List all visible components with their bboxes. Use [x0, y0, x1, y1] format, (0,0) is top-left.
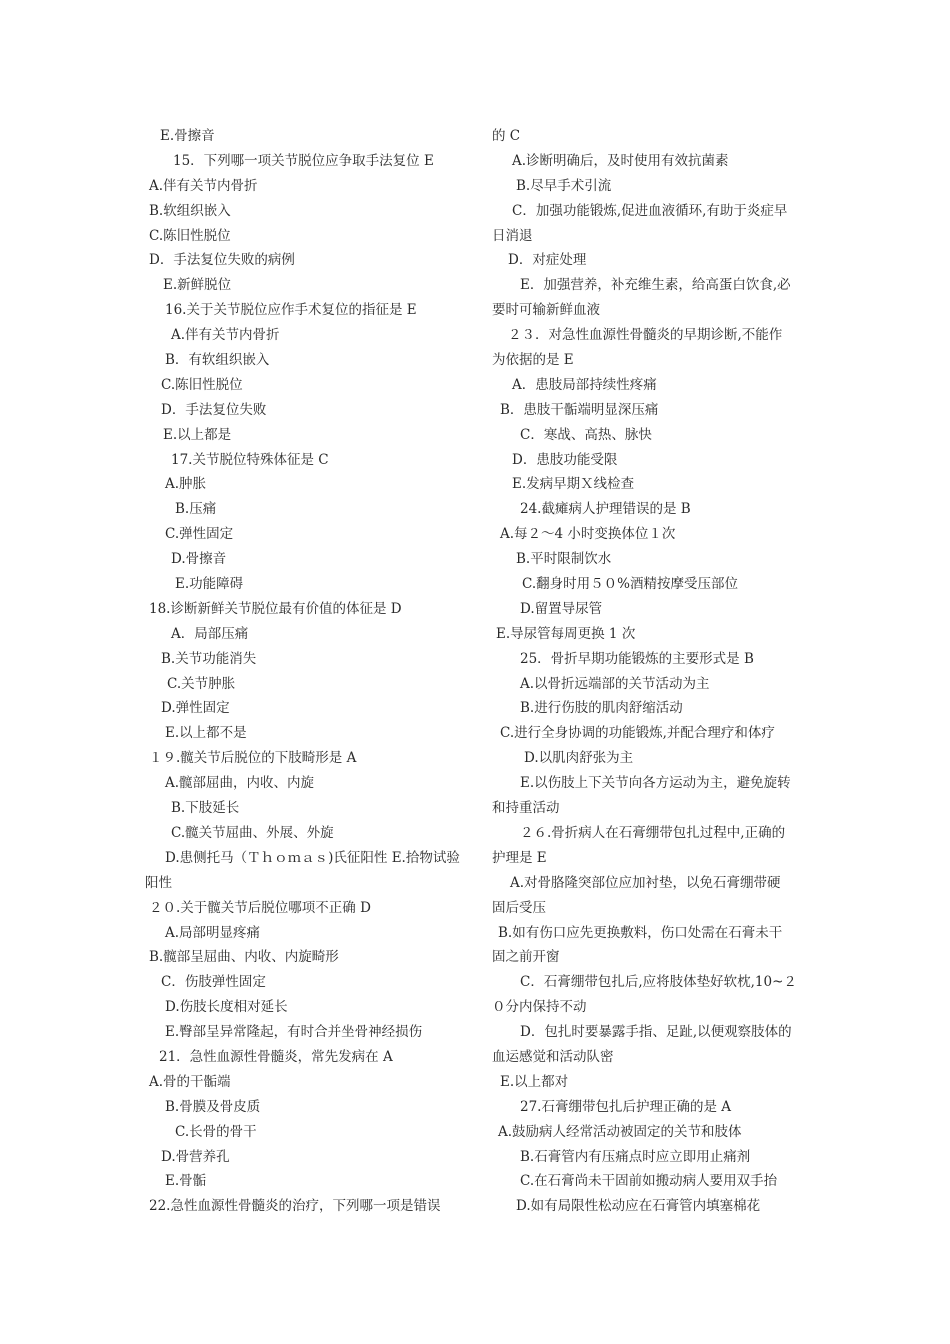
text-line: C.髋关节屈曲、外展、外旋	[171, 824, 334, 841]
text-line: D．患肢功能受限	[512, 451, 618, 468]
text-line: C.进行全身协调的功能锻炼,并配合理疗和体疗	[500, 725, 775, 742]
text-line: 21．急性血源性骨髓炎，常先发病在 A	[159, 1048, 393, 1065]
text-line: D.骨擦音	[171, 551, 227, 568]
left-column	[143, 124, 468, 1219]
text-line: C.弹性固定	[165, 526, 234, 543]
text-line: A.局部明显疼痛	[165, 924, 261, 941]
text-line: B.如有伤口应先更换敷料，伤口处需在石膏未干	[498, 924, 783, 941]
text-line: 固后受压	[492, 899, 546, 916]
text-line: 17.关节脱位特殊体征是 C	[171, 451, 329, 468]
text-line: 的 C	[492, 128, 521, 144]
text-line: D.弹性固定	[161, 700, 230, 717]
text-line: C.长骨的骨干	[175, 1123, 257, 1140]
text-line: 18.诊断新鲜关节脱位最有价值的体征是 D	[149, 600, 402, 617]
text-line: A.诊断明确后，及时使用有效抗菌素	[512, 152, 729, 169]
text-line: A.每２～4 小时变换体位１次	[500, 526, 676, 543]
text-line: E.功能障碍	[175, 576, 244, 593]
text-line: A.骨的干骺端	[149, 1073, 231, 1090]
text-line: E.以上都不是	[165, 725, 247, 742]
text-line: 25．骨折早期功能锻炼的主要形式是 B	[520, 650, 754, 667]
text-line: 和持重活动	[492, 800, 560, 817]
text-line: C.陈旧性脱位	[149, 227, 231, 244]
text-line: A.鼓励病人经常活动被固定的关节和肢体	[498, 1123, 742, 1140]
text-line: B.压痛	[175, 501, 217, 518]
text-line: ２３．对急性血源性骨髓炎的早期诊断,不能作	[508, 327, 783, 344]
text-line: E.以上都是	[163, 426, 232, 443]
text-line: C.陈旧性脱位	[161, 376, 243, 393]
text-line: 24.截瘫病人护理错误的是 B	[520, 501, 691, 518]
text-line: B.软组织嵌入	[149, 202, 231, 219]
right-column	[490, 124, 815, 1219]
text-line: 27.石膏绷带包扎后护理正确的是 A	[520, 1098, 732, 1115]
text-line: 日消退	[492, 227, 533, 244]
text-line: E.新鲜脱位	[163, 277, 232, 294]
text-line: A.对骨胳隆突部位应加衬垫，以免石膏绷带硬	[510, 874, 781, 891]
text-line: B.关节功能消失	[161, 650, 257, 667]
text-line: B.进行伤肢的肌肉舒缩活动	[520, 700, 683, 717]
text-line: 阳性	[145, 874, 172, 891]
text-line: B.骨膜及骨皮质	[165, 1098, 261, 1115]
text-line: C．石膏绷带包扎后,应将肢体垫好软枕,10~２	[520, 974, 797, 991]
text-line: D.患侧托马（Ｔｈｏｍａｓ)氏征阳性 E.拾物试验	[165, 849, 460, 866]
text-line: E.导尿管每周更换 1 次	[496, 625, 636, 642]
text-line: D.伤肢长度相对延长	[165, 999, 288, 1016]
text-line: D.以肌肉舒张为主	[524, 750, 634, 767]
text-line: D．手法复位失败	[161, 401, 267, 418]
text-line: 15．下列哪一项关节脱位应争取手法复位 E	[173, 152, 434, 169]
text-line: E.以伤肢上下关节向各方运动为主，避免旋转	[520, 775, 791, 792]
text-line: D.骨营养孔	[161, 1148, 230, 1165]
text-line: C．寒战、高热、脉快	[520, 426, 652, 443]
text-line: B.下肢延长	[171, 800, 240, 817]
text-line: B．患肢干骺端明显深压痛	[500, 401, 659, 418]
text-line: ２０.关于髋关节后脱位哪项不正确 D	[149, 899, 371, 916]
text-line: A.髋部屈曲，内收、内旋	[165, 775, 315, 792]
text-line: A．患肢局部持续性疼痛	[512, 376, 657, 393]
text-line: 护理是 E	[492, 849, 547, 866]
text-line: E．加强营养，补充维生素，给高蛋白饮食,必	[520, 277, 791, 294]
text-line: D.留置导尿管	[520, 600, 603, 617]
text-line: 固之前开窗	[492, 949, 560, 966]
text-line: B.尽早手术引流	[516, 177, 612, 194]
text-line: 为依据的是 E	[492, 352, 574, 369]
text-line: A.伴有关节内骨折	[171, 327, 280, 344]
text-line: A．局部压痛	[171, 625, 249, 642]
text-line: A.以骨折远端部的关节活动为主	[520, 675, 710, 692]
text-line: D．包扎时要暴露手指、足趾,以便观察肢体的	[520, 1024, 792, 1041]
text-line: 血运感觉和活动队密	[492, 1048, 614, 1065]
text-line: C．伤肢弹性固定	[161, 974, 266, 991]
text-line: E.以上都对	[500, 1073, 569, 1090]
text-line: D．对症处理	[508, 252, 587, 269]
text-line: 16.关于关节脱位应作手术复位的指征是 E	[165, 302, 417, 319]
text-line: C．加强功能锻炼,促进血液循环,有助于炎症早	[512, 202, 788, 219]
text-line: A.伴有关节内骨折	[149, 177, 258, 194]
text-line: D．手法复位失败的病例	[149, 252, 295, 269]
text-line: D.如有局限性松动应在石膏管内填塞棉花	[516, 1198, 761, 1215]
text-line: C.在石膏尚未干固前如搬动病人要用双手抬	[520, 1173, 778, 1190]
text-line: E.发病早期Ｘ线检查	[512, 476, 635, 493]
text-line: ２６.骨折病人在石膏绷带包扎过程中,正确的	[520, 824, 786, 841]
text-line: E.骨擦音	[160, 128, 215, 144]
text-line: B．有软组织嵌入	[165, 352, 270, 369]
text-line: B.平时限制饮水	[516, 551, 612, 568]
text-line: １９.髋关节后脱位的下肢畸形是 A	[149, 750, 357, 767]
text-line: ０分内保持不动	[492, 999, 587, 1016]
text-line: A.肿胀	[165, 476, 207, 493]
text-line: C.翻身时用５０%酒精按摩受压部位	[522, 576, 738, 593]
text-line: 要时可输新鲜血液	[492, 302, 600, 319]
text-line: C.关节肿胀	[167, 675, 236, 692]
text-line: B.髋部呈屈曲、内收、内旋畸形	[149, 949, 339, 966]
text-line: B.石膏管内有压痛点时应立即用止痛剂	[520, 1148, 751, 1165]
text-line: 22.急性血源性骨髓炎的治疗，下列哪一项是错误	[149, 1198, 441, 1215]
text-line: E.臀部呈异常隆起，有时合并坐骨神经损伤	[165, 1024, 423, 1041]
text-line: E.骨骺	[165, 1173, 207, 1190]
